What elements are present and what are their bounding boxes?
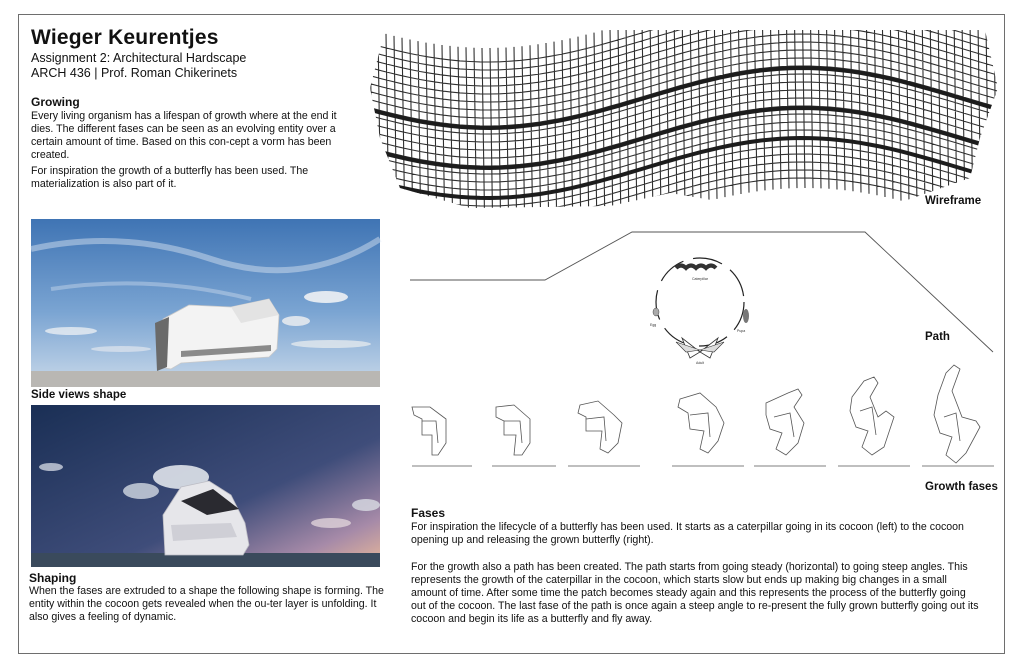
growing-text-2: For inspiration the growth of a butterfly has been used. The materialization is also part of it.	[31, 165, 309, 190]
growing-heading: Growing	[31, 95, 80, 109]
fase-2-shape	[492, 405, 556, 466]
fase-5-shape	[754, 389, 826, 466]
fase-4-shape	[672, 393, 744, 466]
pupa-label: Pupa	[737, 329, 746, 333]
growth-fases-diagram	[410, 363, 1000, 468]
egg-label: Egg	[650, 323, 657, 327]
assignment-title: Assignment 2: Architectural Hardscape	[31, 51, 247, 65]
fase-6-shape	[838, 377, 910, 466]
path-label: Path	[925, 331, 950, 343]
fase-1-shape	[412, 407, 472, 466]
growing-text: Every living organism has a lifespan of growth where at the end it dies. The different fases can be seen as an evolving entity over a certain amount of time. Based on this con-cept a vorm has been created.	[31, 110, 337, 161]
fases-text-2: For the growth also a path has been created. The path starts from going steady (horizontal) to going steep angles. This represents the growth of the caterpillar in the cocoon, which starts slow but ends up making big changes in a small amount of time. After some time the patch becomes steady again and this represents the process of the butterfly going out of the cocoon. The last fase of the path is once again a steep angle to re-present the fully grown butterfly going out its cocoon and begin its life as a butterfly and fly away.	[411, 561, 979, 625]
course-line: ARCH 436 | Prof. Roman Chikerinets	[31, 66, 238, 80]
growth-path-line	[410, 232, 993, 352]
caterpillar-label: Caterpillar	[692, 277, 708, 281]
fase-3-shape	[568, 401, 640, 466]
fases-heading: Fases	[411, 506, 446, 520]
wireframe-label: Wireframe	[925, 195, 982, 207]
butterfly-lifecycle-diagram	[650, 258, 749, 365]
wireframe-render	[370, 28, 1000, 213]
growth-fases-label: Growth fases	[925, 481, 998, 493]
adult-label: Adult	[696, 361, 704, 365]
fase-7-shape	[922, 365, 994, 466]
side-views-label: Side views shape	[31, 389, 127, 401]
side-view-render-day	[31, 219, 380, 387]
fases-text-1: For inspiration the lifecycle of a butterfly has been used. It starts as a caterpillar going in its cocoon (left) to the cocoon opening up and releasing the grown butterfly (right).	[411, 521, 964, 546]
author-name: Wieger Keurentjes	[31, 26, 219, 49]
side-view-render-night	[31, 405, 380, 567]
shaping-text: When the fases are extruded to a shape the following shape is forming. The entity within the cocoon gets revealed when the ou-ter layer is unfolding. It also gives a feeling of dynamic.	[29, 585, 384, 623]
shaping-heading: Shaping	[29, 571, 77, 585]
path-diagram	[410, 230, 995, 365]
